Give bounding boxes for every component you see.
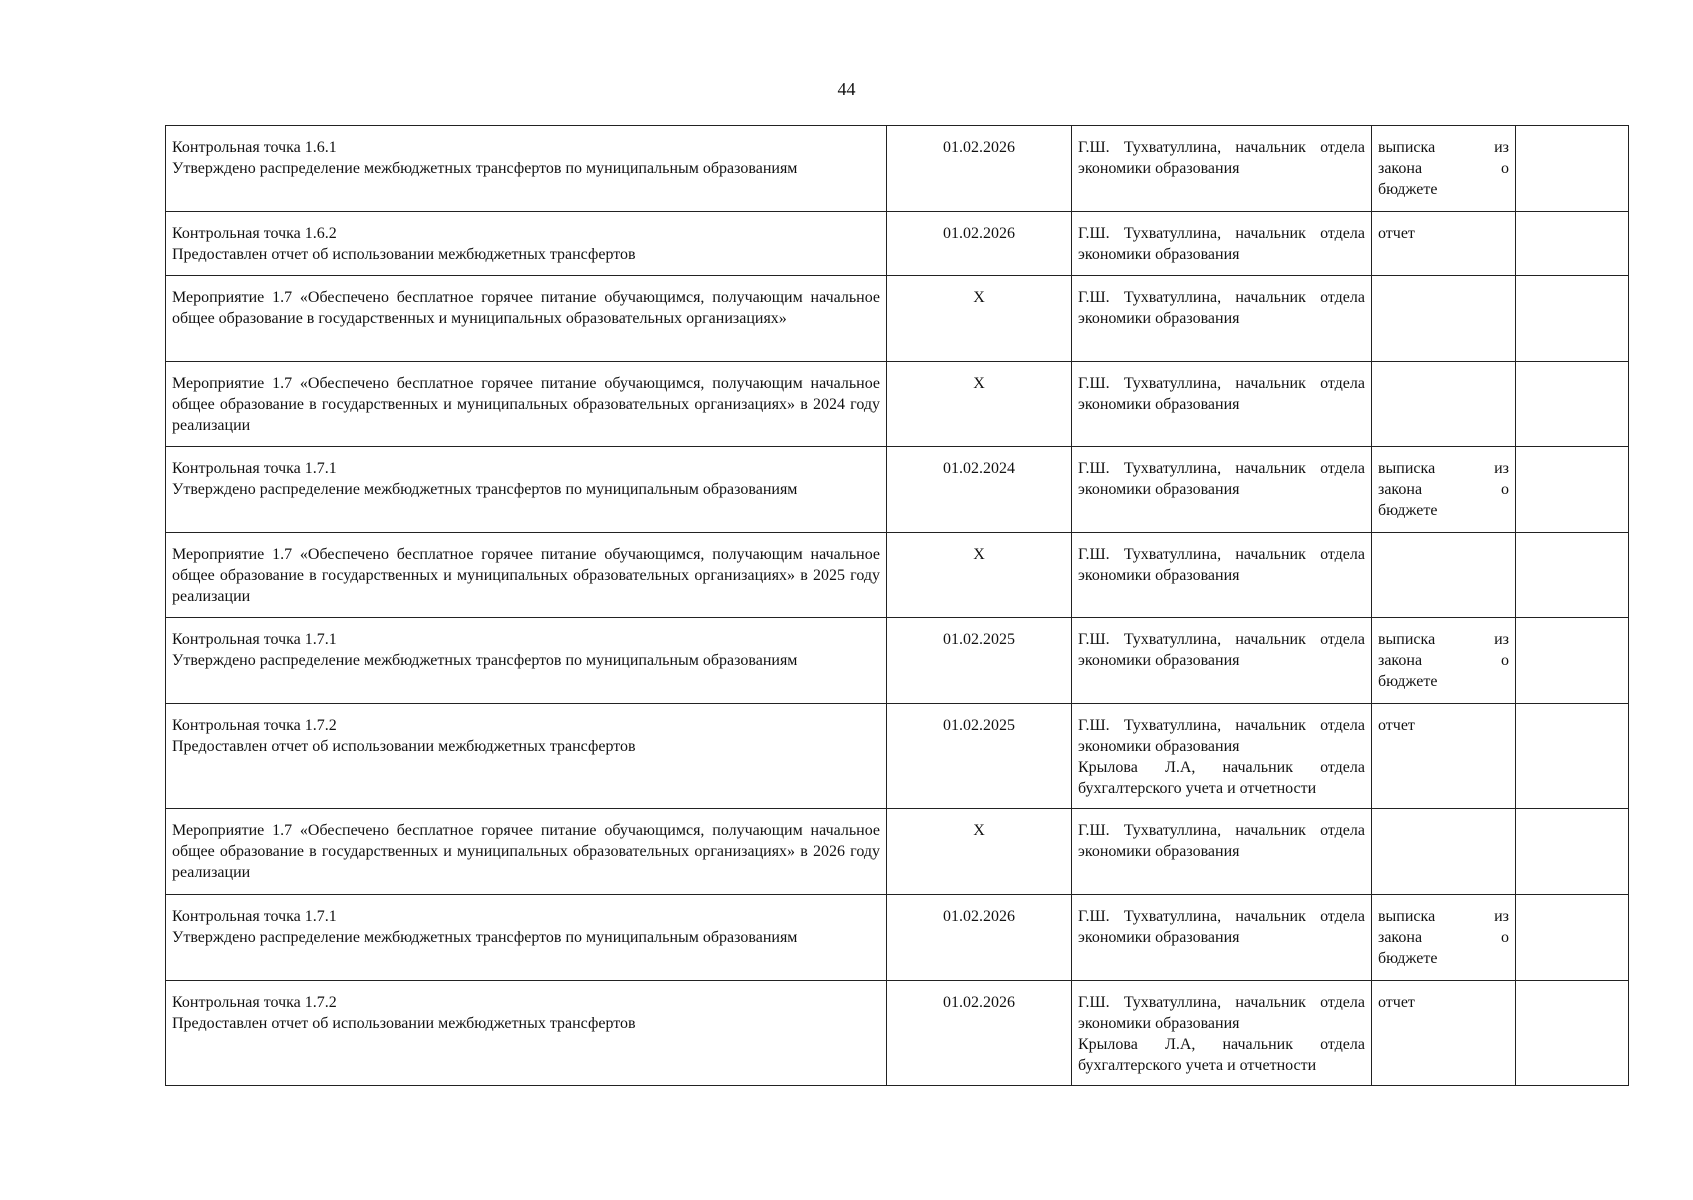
description-cell (166, 809, 887, 895)
responsible-cell (1072, 126, 1372, 212)
activity-text: Мероприятие 1.7 «Обеспечено бесплатное горячее питание обучающимся, получающим начальное общее образование в государственных и муниципальных образовательных организациях» в 2025 году реализации (172, 546, 880, 605)
deadline-cell: 01.02.2024 (887, 447, 1072, 533)
responsible-cell (1072, 212, 1372, 276)
control-point-text: Утверждено распределение межбюджетных трансфертов по муниципальным образованиям (172, 160, 798, 177)
control-point-title: Контрольная точка 1.7.2 (172, 994, 337, 1011)
responsible-cell (1072, 981, 1372, 1086)
table-row (166, 276, 1629, 362)
deadline-cell: X (887, 362, 1072, 447)
plan-table (165, 125, 1629, 1086)
document-line: выписка из (1378, 460, 1509, 477)
deadline-cell: 01.02.2025 (887, 704, 1072, 809)
document-cell (1372, 981, 1516, 1086)
deadline-cell: 01.02.2026 (887, 126, 1072, 212)
document-cell (1372, 895, 1516, 981)
activity-text: Мероприятие 1.7 «Обеспечено бесплатное горячее питание обучающимся, получающим начальное общее образование в государственных и муниципальных образовательных организациях» в 2026 году реализации (172, 822, 880, 881)
document-line: закона о (1378, 929, 1509, 946)
extra-cell (1516, 618, 1629, 704)
extra-cell (1516, 276, 1629, 362)
control-point-text: Предоставлен отчет об использовании межбюджетных трансфертов (172, 738, 636, 755)
document-line: закона о (1378, 160, 1509, 177)
control-point-text: Утверждено распределение межбюджетных трансфертов по муниципальным образованиям (172, 929, 798, 946)
control-point-title: Контрольная точка 1.7.1 (172, 908, 337, 925)
responsible-primary: Г.Ш. Тухватуллина, начальник отдела экономики образования (1078, 375, 1365, 413)
description-cell (166, 447, 887, 533)
extra-cell (1516, 126, 1629, 212)
deadline-cell: 01.02.2025 (887, 618, 1072, 704)
document-line: отчет (1378, 717, 1415, 734)
extra-cell (1516, 895, 1629, 981)
extra-cell (1516, 212, 1629, 276)
responsible-primary: Г.Ш. Тухватуллина, начальник отдела экономики образования (1078, 460, 1365, 498)
document-line: бюджете (1378, 673, 1438, 690)
table-row (166, 618, 1629, 704)
deadline-cell: X (887, 276, 1072, 362)
table-row (166, 809, 1629, 895)
document-line: закона о (1378, 481, 1509, 498)
description-cell (166, 618, 887, 704)
description-cell (166, 704, 887, 809)
responsible-cell (1072, 809, 1372, 895)
description-cell (166, 362, 887, 447)
description-cell (166, 981, 887, 1086)
document-cell (1372, 212, 1516, 276)
document-line: бюджете (1378, 502, 1438, 519)
document-cell (1372, 809, 1516, 895)
control-point-text: Предоставлен отчет об использовании межбюджетных трансфертов (172, 246, 636, 263)
responsible-primary: Г.Ш. Тухватуллина, начальник отдела экономики образования (1078, 546, 1365, 584)
extra-cell (1516, 447, 1629, 533)
description-cell (166, 895, 887, 981)
responsible-primary: Г.Ш. Тухватуллина, начальник отдела экономики образования (1078, 139, 1365, 177)
responsible-cell (1072, 618, 1372, 704)
deadline-cell: X (887, 533, 1072, 618)
control-point-text: Утверждено распределение межбюджетных трансфертов по муниципальным образованиям (172, 481, 798, 498)
control-point-text: Утверждено распределение межбюджетных трансфертов по муниципальным образованиям (172, 652, 798, 669)
document-line: отчет (1378, 994, 1415, 1011)
responsible-primary: Г.Ш. Тухватуллина, начальник отдела экономики образования (1078, 717, 1365, 755)
document-cell (1372, 447, 1516, 533)
document-cell (1372, 276, 1516, 362)
extra-cell (1516, 533, 1629, 618)
table-row (166, 704, 1629, 809)
document-line: отчет (1378, 225, 1415, 242)
deadline-cell: 01.02.2026 (887, 212, 1072, 276)
control-point-title: Контрольная точка 1.6.1 (172, 139, 337, 156)
document-cell (1372, 618, 1516, 704)
document-line: закона о (1378, 652, 1509, 669)
responsible-cell (1072, 276, 1372, 362)
document-line: бюджете (1378, 950, 1438, 967)
control-point-title: Контрольная точка 1.7.1 (172, 631, 337, 648)
extra-cell (1516, 704, 1629, 809)
responsible-primary: Г.Ш. Тухватуллина, начальник отдела экономики образования (1078, 908, 1365, 946)
responsible-primary: Г.Ш. Тухватуллина, начальник отдела экономики образования (1078, 631, 1365, 669)
table-row (166, 533, 1629, 618)
deadline-cell: 01.02.2026 (887, 895, 1072, 981)
activity-text: Мероприятие 1.7 «Обеспечено бесплатное горячее питание обучающимся, получающим начальное общее образование в государственных и муниципальных образовательных организациях» в 2024 году реализации (172, 375, 880, 434)
document-cell (1372, 362, 1516, 447)
document-cell (1372, 704, 1516, 809)
extra-cell (1516, 981, 1629, 1086)
table-row (166, 895, 1629, 981)
table-row (166, 447, 1629, 533)
responsible-secondary: Крылова Л.А, начальник отдела бухгалтерского учета и отчетности (1078, 1036, 1365, 1074)
deadline-cell: 01.02.2026 (887, 981, 1072, 1086)
description-cell (166, 126, 887, 212)
description-cell (166, 533, 887, 618)
description-cell (166, 276, 887, 362)
control-point-title: Контрольная точка 1.7.1 (172, 460, 337, 477)
responsible-cell (1072, 447, 1372, 533)
responsible-cell (1072, 895, 1372, 981)
control-point-title: Контрольная точка 1.6.2 (172, 225, 337, 242)
activity-text: Мероприятие 1.7 «Обеспечено бесплатное горячее питание обучающимся, получающим начальное общее образование в государственных и муниципальных образовательных организациях» (172, 289, 880, 327)
document-line: выписка из (1378, 631, 1509, 648)
document-line: бюджете (1378, 181, 1438, 198)
responsible-cell (1072, 533, 1372, 618)
extra-cell (1516, 809, 1629, 895)
deadline-cell: X (887, 809, 1072, 895)
extra-cell (1516, 362, 1629, 447)
responsible-cell (1072, 362, 1372, 447)
table-row (166, 212, 1629, 276)
table-row (166, 126, 1629, 212)
table-row (166, 362, 1629, 447)
description-cell (166, 212, 887, 276)
document-cell (1372, 126, 1516, 212)
table-row (166, 981, 1629, 1086)
responsible-primary: Г.Ш. Тухватуллина, начальник отдела экономики образования (1078, 822, 1365, 860)
responsible-secondary: Крылова Л.А, начальник отдела бухгалтерского учета и отчетности (1078, 759, 1365, 797)
document-cell (1372, 533, 1516, 618)
control-point-title: Контрольная точка 1.7.2 (172, 717, 337, 734)
responsible-cell (1072, 704, 1372, 809)
document-line: выписка из (1378, 908, 1509, 925)
page-number: 44 (837, 79, 856, 99)
document-line: выписка из (1378, 139, 1509, 156)
control-point-text: Предоставлен отчет об использовании межбюджетных трансфертов (172, 1015, 636, 1032)
responsible-primary: Г.Ш. Тухватуллина, начальник отдела экономики образования (1078, 225, 1365, 263)
responsible-primary: Г.Ш. Тухватуллина, начальник отдела экономики образования (1078, 994, 1365, 1032)
responsible-primary: Г.Ш. Тухватуллина, начальник отдела экономики образования (1078, 289, 1365, 327)
